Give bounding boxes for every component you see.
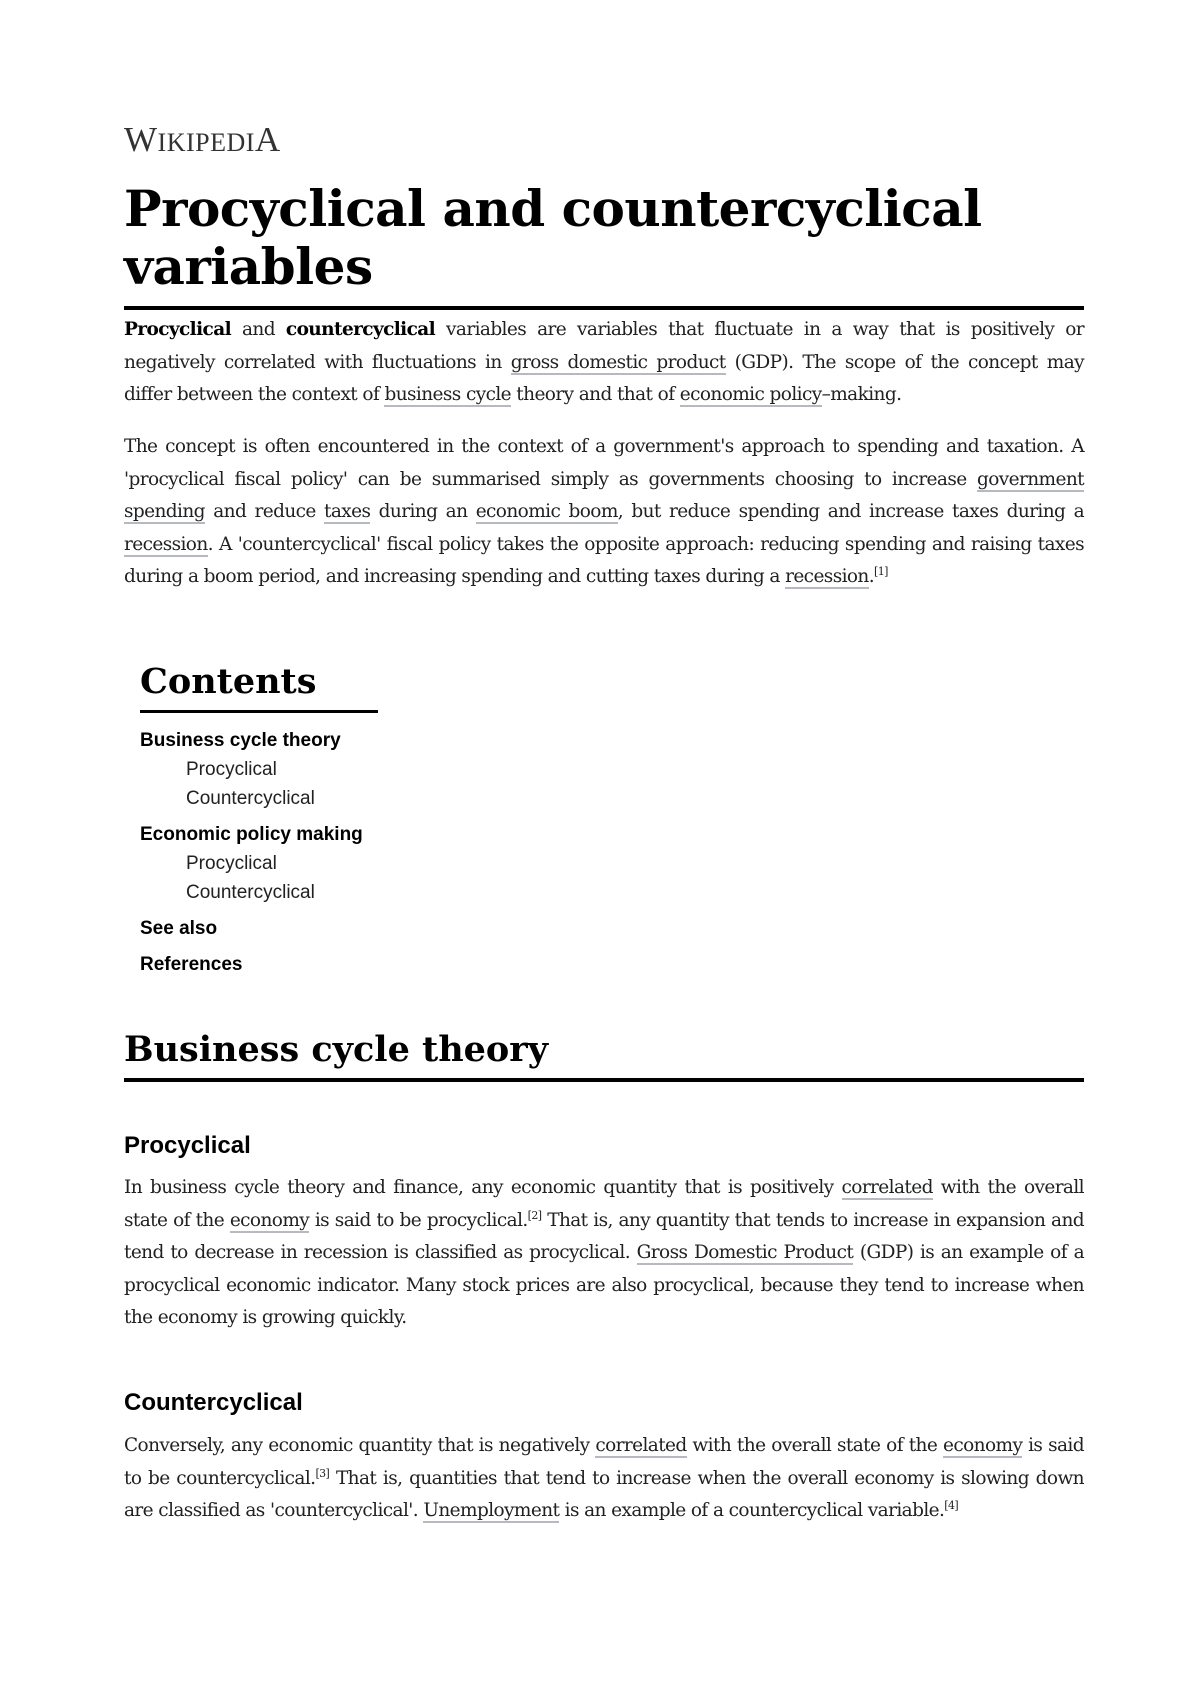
- reference-2[interactable]: [2]: [527, 1208, 542, 1222]
- text: Conversely, any economic quantity that is negatively: [124, 1435, 596, 1456]
- link-gross-domestic-product[interactable]: gross domestic product: [510, 351, 726, 373]
- reference-1[interactable]: [1]: [874, 564, 888, 578]
- bold-term-countercyclical: countercyclical: [285, 319, 436, 340]
- link-gross-domestic-product-2[interactable]: Gross Domestic Product: [636, 1242, 854, 1263]
- link-business-cycle[interactable]: business cycle: [384, 384, 512, 405]
- countercyclical-paragraph: [124, 1430, 1084, 1528]
- intro-paragraph-2: [124, 431, 1084, 594]
- text: (GDP). The scope of the concept may differ between the context of: [124, 351, 1084, 405]
- text: , but reduce spending and increase taxes during a: [617, 501, 1085, 522]
- text: (GDP) is an example of a procyclical economic indicator. Many stock prices are also procyclical, because they tend to increase when the economy is growing quickly.: [124, 1242, 1085, 1328]
- toc-item-references[interactable]: References: [140, 954, 243, 975]
- logo-letter-a: A: [254, 120, 281, 159]
- toc-item-business-cycle-theory[interactable]: Business cycle theory: [140, 730, 341, 751]
- intro-paragraph-1: [124, 314, 1084, 412]
- table-of-contents: [140, 660, 540, 979]
- text: is said to be countercyclical.: [124, 1435, 1084, 1489]
- logo-letters-small: IKIPEDI: [157, 128, 255, 157]
- link-taxes[interactable]: taxes: [324, 501, 371, 522]
- text: variables are variables that fluctuate in a way that is positively or negatively correlated with fluctuations in: [124, 319, 1084, 373]
- toc-subitem-procyclical[interactable]: Procyclical: [186, 759, 277, 780]
- reference-3[interactable]: [3]: [315, 1466, 330, 1480]
- text: theory and that of: [511, 384, 680, 405]
- toc-item-economic-policy-making[interactable]: Economic policy making: [140, 824, 363, 845]
- text: is said to be procyclical.: [309, 1209, 528, 1231]
- toc-item-see-also[interactable]: See also: [140, 918, 218, 939]
- link-economy[interactable]: economy: [229, 1209, 310, 1231]
- text: That is, any quantity that tends to increase in expansion and tend to decrease in recession is classified as procyclical.: [124, 1209, 1085, 1263]
- procyclical-paragraph: [124, 1172, 1084, 1335]
- text: and: [231, 319, 286, 340]
- text: with the overall state of the: [686, 1435, 944, 1456]
- link-correlated-2[interactable]: correlated: [595, 1435, 687, 1456]
- text: during an: [370, 501, 476, 522]
- text: .: [868, 566, 875, 587]
- section-heading-business-cycle-theory: Business cycle theory: [124, 1028, 1084, 1082]
- toc-subitem-countercyclical[interactable]: Countercyclical: [186, 788, 315, 809]
- logo-letter-w: W: [124, 120, 158, 159]
- link-economic-policy[interactable]: economic policy: [679, 384, 822, 405]
- text: is an example of a countercyclical variable.: [559, 1500, 945, 1521]
- link-government-spending[interactable]: government spending: [124, 468, 1084, 522]
- text: In business cycle theory and finance, any economic quantity that is positively: [124, 1177, 842, 1198]
- link-unemployment[interactable]: Unemployment: [423, 1500, 560, 1521]
- toc-subitem-procyclical-2[interactable]: Procyclical: [186, 853, 277, 874]
- page-title: Procyclical and countercyclical variables: [124, 180, 1084, 310]
- link-economic-boom[interactable]: economic boom: [475, 501, 618, 522]
- subsection-heading-procyclical: Procyclical: [124, 1132, 251, 1159]
- wikipedia-logo[interactable]: [124, 120, 281, 160]
- text: and reduce: [204, 501, 325, 522]
- toc-list: [140, 727, 540, 979]
- link-economy-2[interactable]: economy: [943, 1435, 1023, 1456]
- text: –making.: [821, 384, 902, 405]
- link-recession-2[interactable]: recession: [785, 566, 869, 587]
- reference-4[interactable]: [4]: [944, 1498, 959, 1512]
- text: That is, quantities that tend to increase when the overall economy is slowing down are classified as 'countercyclical'.: [124, 1467, 1084, 1521]
- text: The concept is often encountered in the context of a government's approach to spending and taxation. A 'procyclical fiscal policy' can be summarised simply as governments choosing to increase: [124, 436, 1084, 490]
- toc-subitem-countercyclical-2[interactable]: Countercyclical: [186, 882, 315, 903]
- bold-term-procyclical: Procyclical: [124, 319, 232, 340]
- toc-heading: Contents: [140, 660, 378, 713]
- text: . A 'countercyclical' fiscal policy takes the opposite approach: reducing spending and raising taxes during a boom period, and increasing spending and cutting taxes during a: [124, 533, 1084, 587]
- link-recession[interactable]: recession: [124, 533, 208, 555]
- text: with the overall state of the: [124, 1177, 1084, 1231]
- subsection-heading-countercyclical: Countercyclical: [124, 1389, 303, 1416]
- link-correlated[interactable]: correlated: [841, 1177, 933, 1198]
